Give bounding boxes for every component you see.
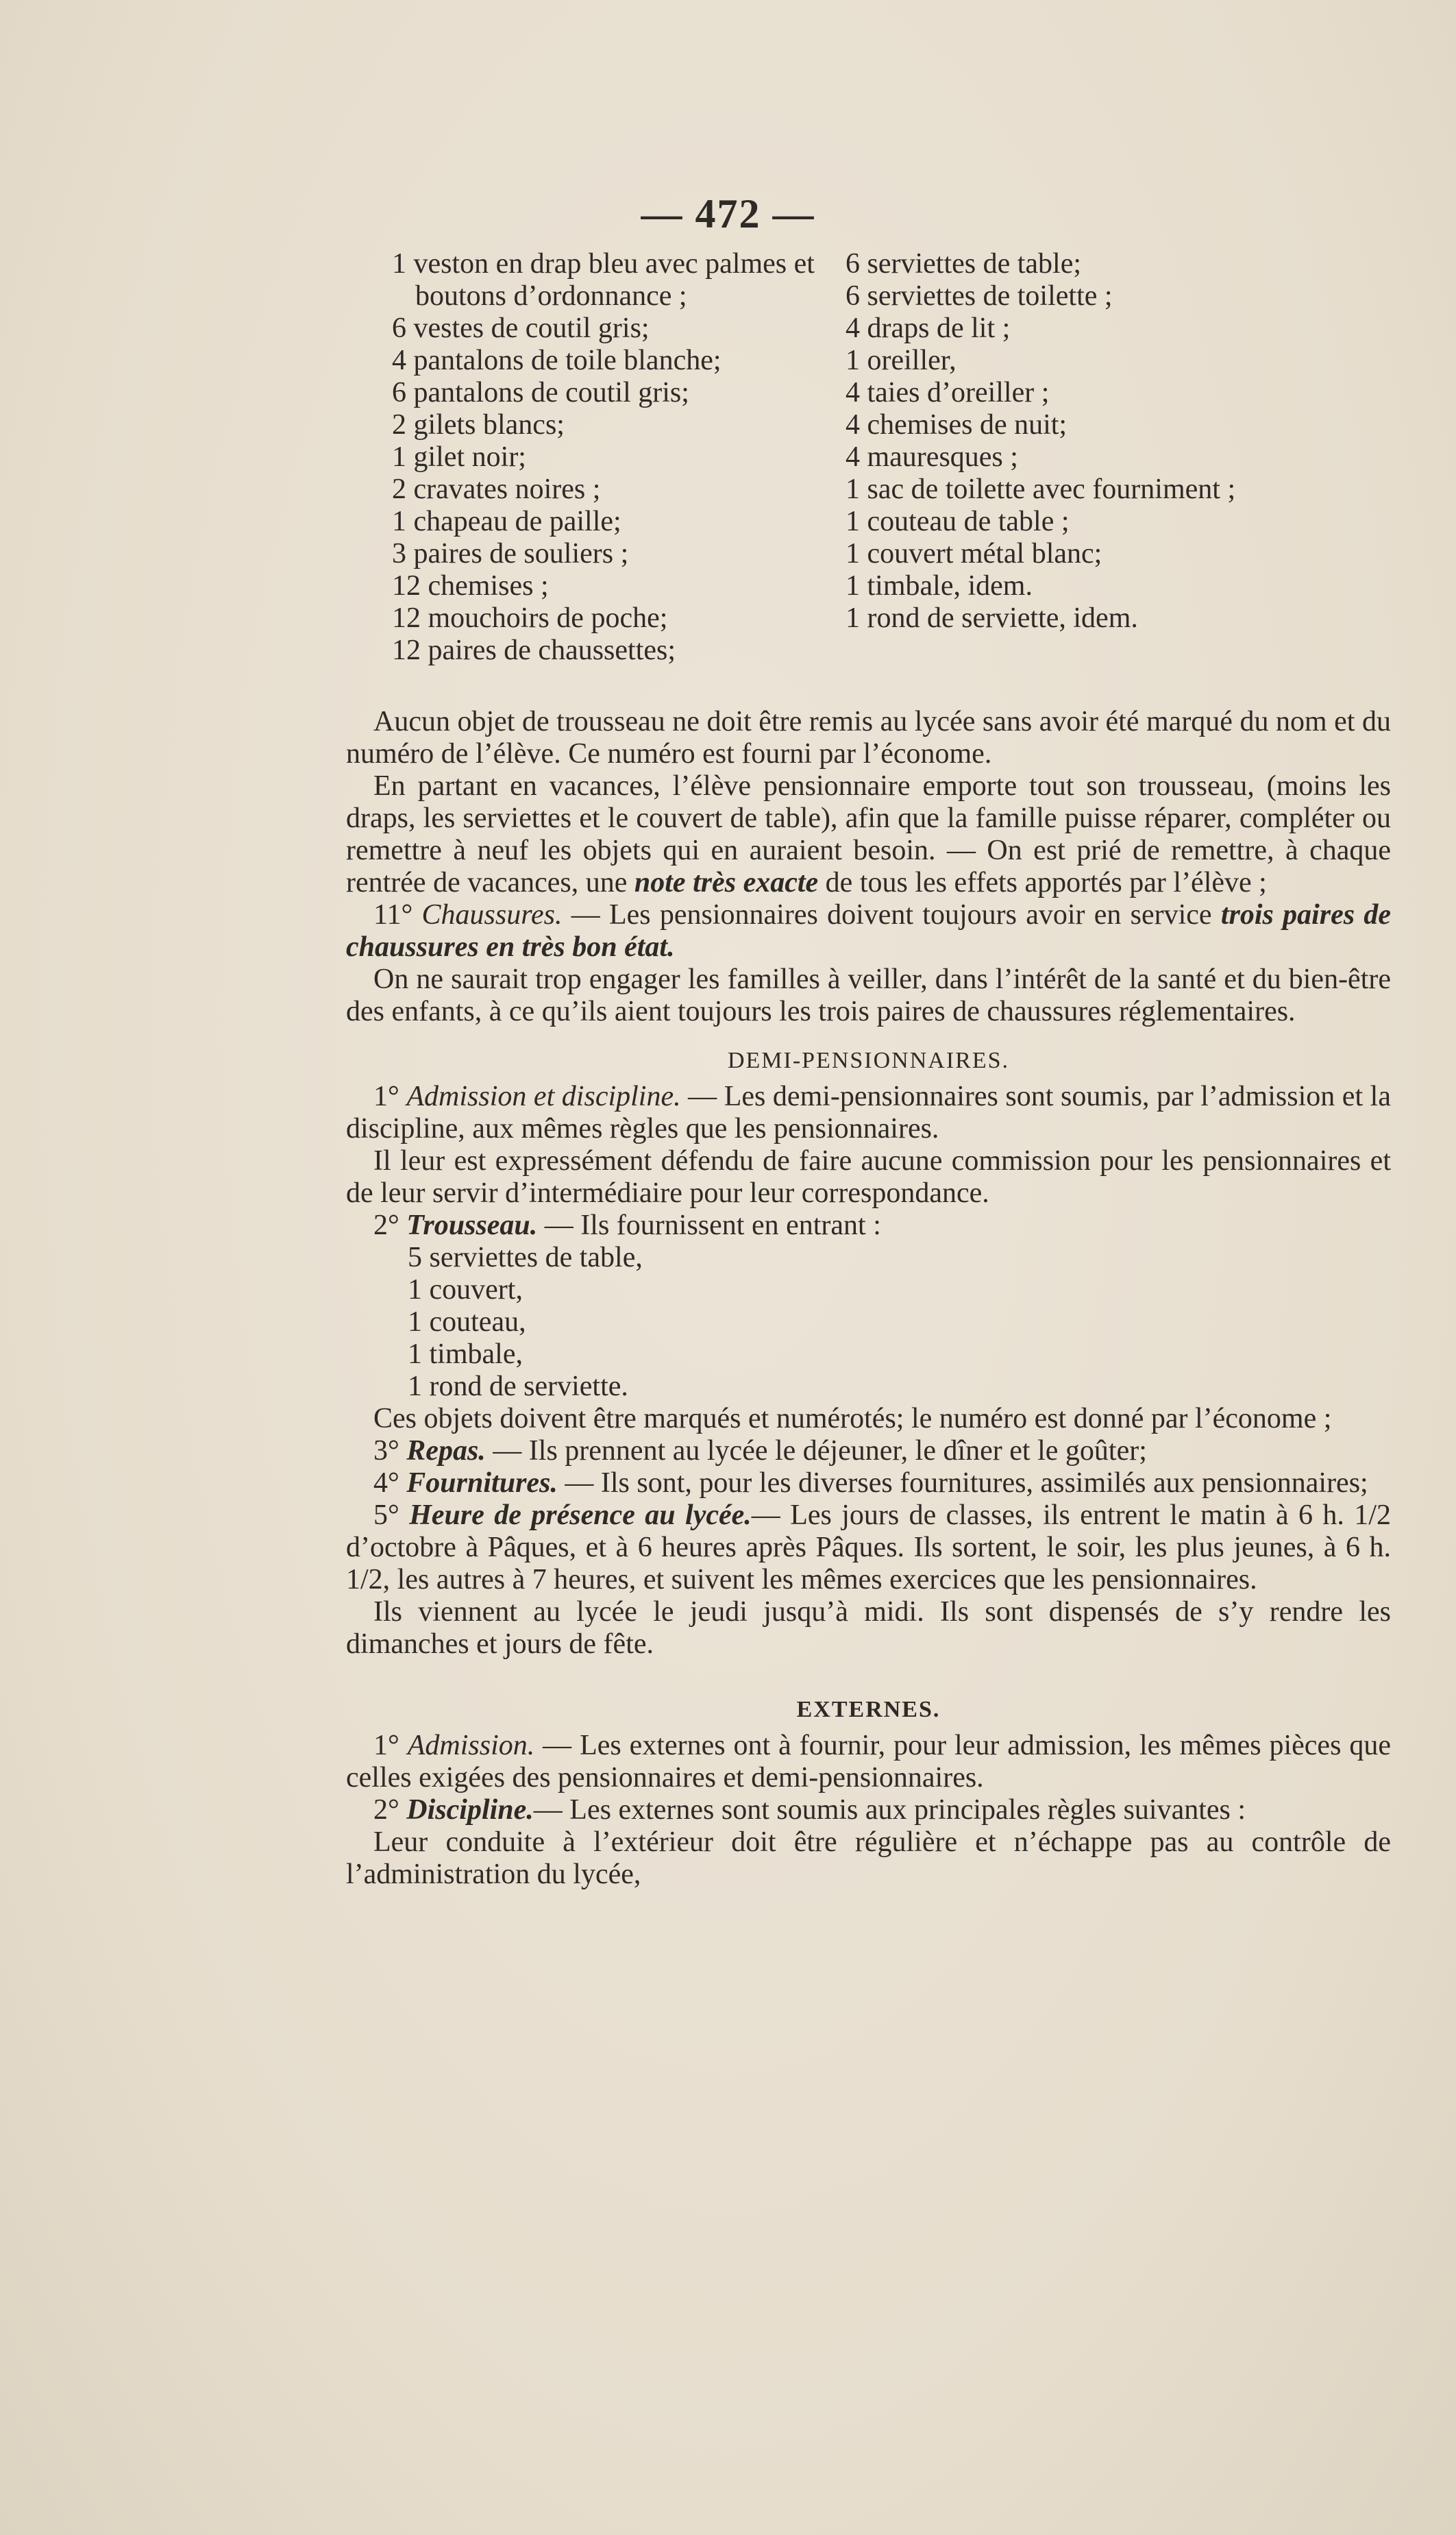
item-number: 2° (373, 1794, 407, 1826)
list-item: 1 gilet noir; (392, 441, 526, 473)
list-item: 1 couvert métal blanc; (846, 538, 1102, 570)
list-item: 12 mouchoirs de poche; (392, 602, 668, 634)
list-item: 2 cravates noires ; (392, 474, 601, 505)
section-heading-externes: EXTERNES. (796, 1697, 941, 1722)
list-item: 6 pantalons de coutil gris; (392, 377, 689, 408)
paragraph-demi-trousseau (346, 1210, 1391, 1242)
paragraph-demi-horaires (346, 1499, 1391, 1596)
list-item: 4 mauresques ; (846, 441, 1018, 473)
list-item: 4 draps de lit ; (846, 313, 1011, 344)
inventory-left-column (392, 248, 830, 667)
paragraph-demi-repas (346, 1435, 1391, 1467)
paragraph-demi-admission (346, 1081, 1391, 1145)
list-item: 1 couteau, (408, 1306, 526, 1338)
paragraph-demi-commission: Il leur est expressément défendu de faire aucune commission pour les pensionnaires et de leur servir d’intermédiaire pour leur correspondance. (346, 1145, 1391, 1209)
list-item: 1 couteau de table ; (846, 506, 1070, 537)
list-item: 1 veston en drap bleu avec palmes et boutons d’ordonnance ; (392, 248, 815, 312)
item-title: Admission. (407, 1730, 535, 1761)
paragraph-demi-objets: Ces objets doivent être marqués et numérotés; le numéro est donné par l’économe ; (373, 1403, 1332, 1434)
list-item: 12 paires de chaussettes; (392, 635, 676, 666)
paragraph-text: — Les demi-pensionnaires sont soumis, par l’admission et la discipline, aux mêmes règles que les pensionnaires. (346, 1081, 1391, 1144)
item-number: 4° (373, 1467, 407, 1499)
list-item: 1 chapeau de paille; (392, 506, 621, 537)
item-title: Chaussures. (421, 899, 563, 931)
paragraph-externes-conduite: Leur conduite à l’extérieur doit être régulière et n’échappe pas au contrôle de l’administration du lycée, (346, 1826, 1391, 1890)
list-item: 4 chemises de nuit; (846, 409, 1068, 441)
list-item: 1 rond de serviette, idem. (846, 602, 1138, 634)
paragraph-text: — Les externes sont soumis aux principales règles suivantes : (533, 1794, 1246, 1826)
demi-trousseau-list (408, 1242, 1391, 1403)
item-number: 1° (373, 1730, 408, 1761)
emphasis-text: trois paires de chaussures en très bon état. (346, 899, 1391, 963)
list-item: 6 serviettes de toilette ; (846, 280, 1113, 312)
paragraph-text: — Ils sont, pour les diverses fournitures, assimilés aux pensionnaires; (557, 1467, 1368, 1499)
list-item: 1 rond de serviette. (408, 1371, 628, 1402)
list-item: 12 chemises ; (392, 570, 549, 602)
item-title: Discipline. (406, 1794, 534, 1826)
paragraph-text: En partant en vacances, l’élève pensionnaire emporte tout son trousseau, (moins les draps, les serviettes et le couvert de table), afin que la famille puisse réparer, compléter ou remettre à neuf les objets qui en auraient besoin. — On est prié de remettre, à chaque rentrée de vacances, une (346, 770, 1391, 898)
paragraph-vacances (346, 770, 1391, 899)
list-item: 4 pantalons de toile blanche; (392, 345, 721, 376)
item-number: 1° (373, 1081, 407, 1112)
list-item: 1 oreiller, (846, 345, 957, 376)
list-item: 4 taies d’oreiller ; (846, 377, 1050, 408)
list-item: 5 serviettes de table, (408, 1242, 643, 1273)
paragraph-text: — Ils fournissent en entrant : (537, 1210, 881, 1241)
list-item: 1 timbale, (408, 1338, 523, 1370)
list-item: 1 timbale, idem. (846, 570, 1033, 602)
paragraph-text: — Les pensionnaires doivent toujours avoir en service (562, 899, 1221, 931)
list-item: 1 sac de toilette avec fourniment ; (846, 474, 1236, 505)
item-number: 3° (373, 1435, 407, 1467)
paragraph-text: — Ils prennent au lycée le déjeuner, le dîner et le goûter; (485, 1435, 1147, 1467)
paragraph-text: — Les jours de classes, ils entrent le matin à 6 h. 1/2 d’octobre à Pâques, et à 6 heures après Pâques. Ils sortent, le soir, les plus jeunes, à 6 h. 1/2, les autres à 7 heures, et suivent les mêmes exercices que les pensionnaires. (346, 1499, 1391, 1595)
item-title: Heure de présence au lycée. (409, 1499, 752, 1531)
item-title: Trousseau. (406, 1210, 538, 1241)
paragraph-trousseau-marking: Aucun objet de trousseau ne doit être remis au lycée sans avoir été marqué du nom et du numéro de l’élève. Ce numéro est fourni par l’économe. (346, 706, 1391, 770)
list-item: 6 serviettes de table; (846, 248, 1082, 280)
item-title: Repas. (406, 1435, 486, 1467)
paragraph-externes-admission (346, 1730, 1391, 1794)
paragraph-externes-discipline (346, 1794, 1391, 1826)
paragraph-familles: On ne saurait trop engager les familles à veiller, dans l’intérêt de la santé et du bien-être des enfants, à ce qu’ils aient toujours les trois paires de chaussures réglementaires. (346, 964, 1391, 1027)
list-item: 6 vestes de coutil gris; (392, 313, 650, 344)
paragraph-demi-fournitures (346, 1467, 1391, 1499)
paragraph-text: — Les externes ont à fournir, pour leur admission, les mêmes pièces que celles exigées des pensionnaires et demi-pensionnaires. (346, 1730, 1391, 1793)
paragraph-chaussures (346, 899, 1391, 964)
item-number: 5° (373, 1499, 410, 1531)
item-title: Fournitures. (406, 1467, 558, 1499)
list-item: 3 paires de souliers ; (392, 538, 629, 570)
item-title: Admission et discipline. (406, 1081, 681, 1112)
item-number: 11° (373, 899, 422, 931)
list-item: 2 gilets blancs; (392, 409, 565, 441)
paragraph-demi-jeudi: Ils viennent au lycée le jeudi jusqu’à midi. Ils sont dispensés de s’y rendre les dimanches et jours de fête. (346, 1596, 1391, 1660)
emphasis-text: note très exacte (634, 867, 819, 898)
page-number: — 472 — (641, 191, 815, 236)
section-heading-demi-pensionnaires: DEMI-PENSIONNAIRES. (727, 1048, 1010, 1073)
paragraph-text: de tous les effets apportés par l’élève ; (818, 867, 1267, 898)
item-number: 2° (373, 1210, 407, 1241)
inventory-right-column (846, 248, 1311, 635)
list-item: 1 couvert, (408, 1274, 523, 1306)
body-text (346, 706, 1391, 1891)
